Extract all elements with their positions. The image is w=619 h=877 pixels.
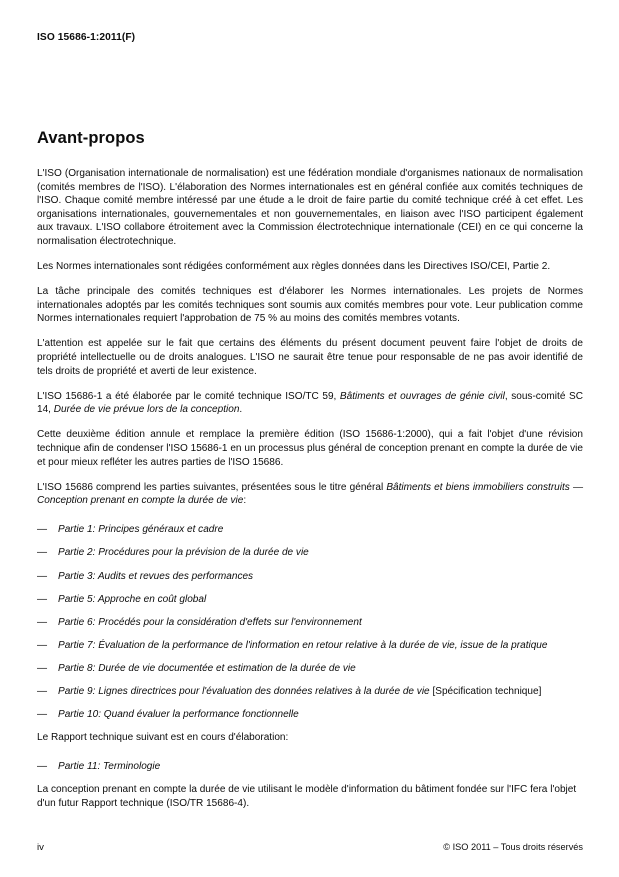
list-item-label: Partie 11: Terminologie [58, 761, 161, 773]
list-item [37, 570, 583, 584]
paragraph-patent-rights: L'attention est appelée sur le fait que certains des éléments du présent document peuvent faire l'objet de droits de propriété intellectuelle ou de droits analogues. L'ISO ne saurait être tenue pour responsable de ne pas avoir identifié de tels droits de propriété et averti de leur existence. [37, 338, 583, 377]
paragraph-second-edition: Cette deuxième édition annule et remplace la première édition (ISO 15686-1:2000), qui a fait l'objet d'une révision technique afin de condenser l'ISO 15686-1 en un processus plus général de conception prenant en compte la durée de vie et pour mieux refléter les autres parties de l'ISO 15686. [37, 429, 583, 468]
list-item [37, 685, 583, 699]
list-item [37, 639, 583, 653]
em-dash-icon: — [37, 547, 48, 559]
list-item-label: Partie 6: Procédés pour la considération d'effets sur l'environnement [58, 616, 362, 628]
committee-origin-text-2: , sous-comité SC 14, [37, 390, 583, 416]
list-item [37, 616, 583, 630]
technical-report-list [37, 760, 583, 774]
list-item-label: Partie 3: Audits et revues des performances [58, 570, 254, 582]
page-footer [37, 841, 583, 854]
list-item [37, 523, 583, 537]
page-number: iv [37, 842, 44, 853]
copyright-notice: © ISO 2011 – Tous droits réservés [443, 842, 583, 852]
list-item-label: Partie 1: Principes généraux et cadre [58, 524, 224, 536]
list-item [37, 662, 583, 676]
paragraph-parts-intro [37, 481, 583, 508]
list-item [37, 708, 583, 722]
em-dash-icon: — [37, 616, 48, 628]
parts-intro-text-2: : [243, 495, 247, 507]
list-item-label: Partie 5: Approche en coût global [58, 593, 207, 605]
paragraph-iso-description: L'ISO (Organisation internationale de normalisation) est une fédération mondiale d'organismes nationaux de normalisation (comités membres de l'ISO). L'élaboration des Normes internationales est en général confiée aux comités techniques de l'ISO. Chaque comité membre intéressé par une étude a le droit de faire partie du comité technique créé à cet effet. Les organisations internationales, gouvernementales et non gouvernementales, en liaison avec l'ISO participent également aux travaux. L'ISO collabore étroitement avec la Commission électrotechnique internationale (CEI) en ce qui concerne la normalisation électrotechnique. [37, 168, 583, 247]
list-item [37, 593, 583, 607]
list-item-label: Partie 9: Lignes directrices pour l'évaluation des données relatives à la durée de vie [58, 686, 430, 698]
page-content [37, 128, 583, 822]
paragraph-technical-report-intro: Le Rapport technique suivant est en cours d'élaboration: [37, 732, 289, 744]
em-dash-icon: — [37, 593, 48, 605]
subcommittee-title-italic: Durée de vie prévue lors de la conception [53, 404, 240, 416]
em-dash-icon: — [37, 761, 48, 773]
list-item-suffix: [Spécification technique] [429, 686, 542, 698]
em-dash-icon: — [37, 639, 48, 651]
em-dash-icon: — [37, 662, 48, 674]
paragraph-ifc-future-report: La conception prenant en compte la durée de vie utilisant le modèle d'information du bâtiment fondée sur l'IFC fera l'objet d'un futur Rapport technique (ISO/TR 15686-4). [37, 784, 577, 809]
committee-origin-text-3: . [239, 404, 243, 416]
em-dash-icon: — [37, 524, 48, 536]
paragraph-committee-origin [37, 390, 583, 417]
parts-list [37, 523, 583, 721]
paragraph-directives: Les Normes internationales sont rédigées conformément aux règles données dans les Directives ISO/CEI, Partie 2. [37, 261, 551, 273]
committee-origin-text-1: L'ISO 15686-1 a été élaborée par le comité technique ISO/TC 59, [37, 390, 340, 402]
paragraph-committee-task: La tâche principale des comités techniques est d'élaborer les Normes internationales. Les projets de Normes internationales adoptés par les comités techniques sont soumis aux comités membres pour vote. Leur publication comme Normes internationales requiert l'approbation de 75 % au moins des comités membres votants. [37, 286, 583, 325]
parts-intro-text-1: L'ISO 15686 comprend les parties suivantes, présentées sous le titre général [37, 481, 387, 493]
committee-title-italic: Bâtiments et ouvrages de génie civil [339, 390, 505, 402]
list-item [37, 760, 583, 774]
list-item-label: Partie 10: Quand évaluer la performance fonctionnelle [58, 709, 299, 721]
em-dash-icon: — [37, 686, 48, 698]
list-item-label: Partie 7: Évaluation de la performance de l'information en retour relative à la durée de vie, issue de la pratique [58, 639, 548, 651]
list-item-label: Partie 8: Durée de vie documentée et estimation de la durée de vie [58, 662, 356, 674]
list-item-label: Partie 2: Procédures pour la prévision de la durée de vie [58, 547, 309, 559]
general-title-italic: Bâtiments et biens immobiliers construits — Conception prenant en compte la durée de vie [37, 481, 583, 507]
page-title: Avant-propos [37, 129, 145, 147]
em-dash-icon: — [37, 570, 48, 582]
em-dash-icon: — [37, 709, 48, 721]
list-item [37, 546, 583, 560]
running-header: ISO 15686-1:2011(F) [37, 32, 136, 43]
